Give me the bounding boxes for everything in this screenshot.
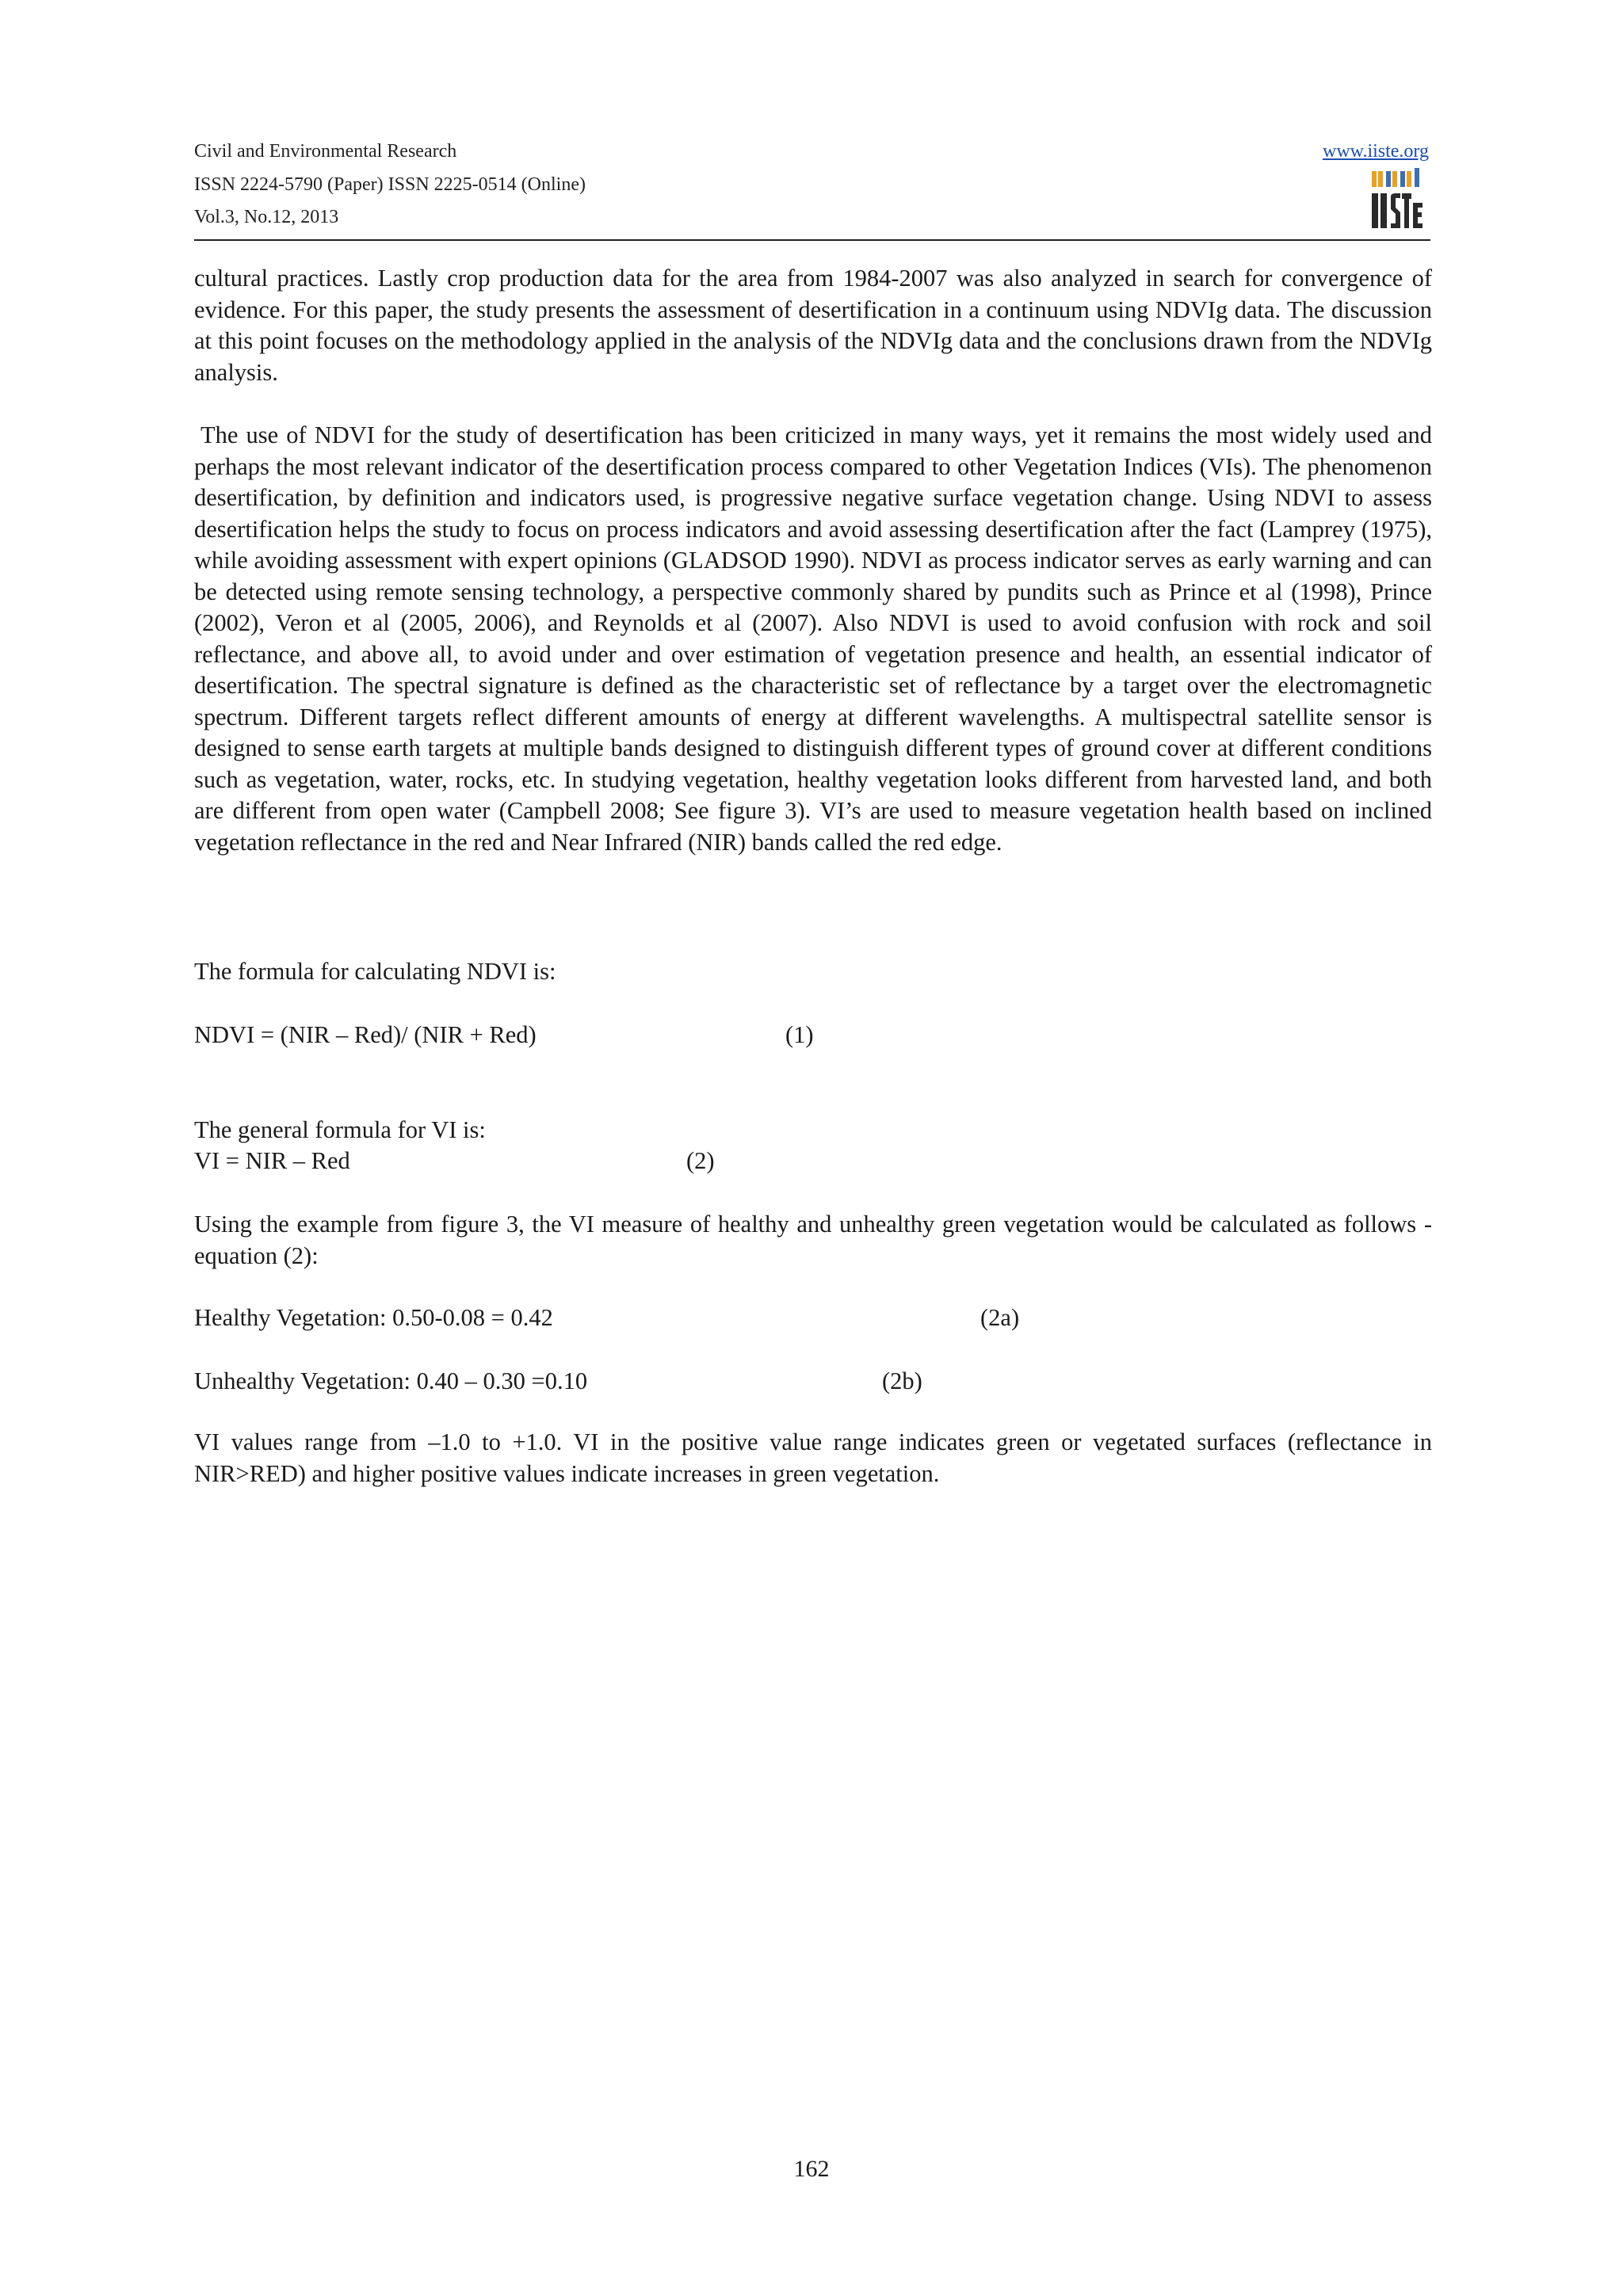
equation-number-1: (1) bbox=[785, 1021, 814, 1048]
issn-line: ISSN 2224-5790 (Paper) ISSN 2225-0514 (Online) bbox=[194, 174, 586, 195]
paragraph-cultural-practices: cultural practices. Lastly crop production data for the area from 1984-2007 was also analyzed in search for convergence of evidence. For this paper, the study presents the assessment of desertification in a continuum using NDVIg data. The discussion at this point focuses on the methodology applied in the analysis of the NDVIg data and the conclusions drawn from the NDVIg analysis. bbox=[194, 265, 1432, 386]
paragraph-ndvi-use: The use of NDVI for the study of desertification has been criticized in many ways, yet it remains the most widely used and perhaps the most relevant indicator of the desertification process compared to other Vegetation Indices (VIs). The phenomenon desertification, by definition and indicators used, is progressive negative surface vegetation change. Using NDVI to assess desertification helps the study to focus on process indicators and avoid assessing desertification after the fact (Lamprey (1975), while avoiding assessment with expert opinions (GLADSOD 1990). NDVI as process indicator serves as early warning and can be detected using remote sensing technology, a perspective commonly shared by pundits such as Prince et al (1998), Prince (2002), Veron et al (2005, 2006), and Reynolds et al (2007). Also NDVI is used to avoid confusion with rock and soil reflectance, and above all, to avoid under and over estimation of vegetation presence and health, an essential indicator of desertification. The spectral signature is defined as the characteristic set of reflectance by a target over the electromagnetic spectrum. Different targets reflect different amounts of energy at different wavelengths. A multispectral satellite sensor is designed to sense earth targets at multiple bands designed to distinguish different types of ground cover at different conditions such as vegetation, water, rocks, etc. In studying vegetation, healthy vegetation looks different from harvested land, and both are different from open water (Campbell 2008; See figure 3). VI’s are used to measure vegetation health based on inclined vegetation reflectance in the red and Near Infrared (NIR) bands called the red edge. bbox=[194, 421, 1432, 856]
ndvi-formula-intro: The formula for calculating NDVI is: bbox=[194, 958, 556, 985]
equation-number-2b: (2b) bbox=[882, 1367, 922, 1394]
journal-website-link[interactable]: www.iiste.org bbox=[1323, 141, 1429, 162]
healthy-vegetation-equation: Healthy Vegetation: 0.50-0.08 = 0.42 bbox=[194, 1304, 553, 1331]
paragraph-vi-range: VI values range from –1.0 to +1.0. VI in the positive value range indicates green or vegetated surfaces (reflectance in NIR>RED) and higher positive values indicate increases in green vegetation. bbox=[194, 1428, 1432, 1487]
equation-number-2: (2) bbox=[686, 1147, 715, 1174]
equation-number-2a: (2a) bbox=[980, 1304, 1020, 1331]
vi-formula: VI = NIR – Red bbox=[194, 1147, 350, 1174]
iiste-logo bbox=[1370, 168, 1424, 231]
vi-formula-intro: The general formula for VI is: bbox=[194, 1116, 486, 1143]
volume-line: Vol.3, No.12, 2013 bbox=[194, 207, 339, 227]
journal-title: Civil and Environmental Research bbox=[194, 141, 457, 162]
paragraph-example: Using the example from figure 3, the VI measure of healthy and unhealthy green vegetation would be calculated as follows - equation (2): bbox=[194, 1211, 1432, 1269]
page-number: 162 bbox=[793, 2156, 830, 2182]
page-header bbox=[194, 135, 1430, 241]
unhealthy-vegetation-equation: Unhealthy Vegetation: 0.40 – 0.30 =0.10 bbox=[194, 1367, 588, 1394]
ndvi-formula: NDVI = (NIR – Red)/ (NIR + Red) bbox=[194, 1021, 537, 1048]
